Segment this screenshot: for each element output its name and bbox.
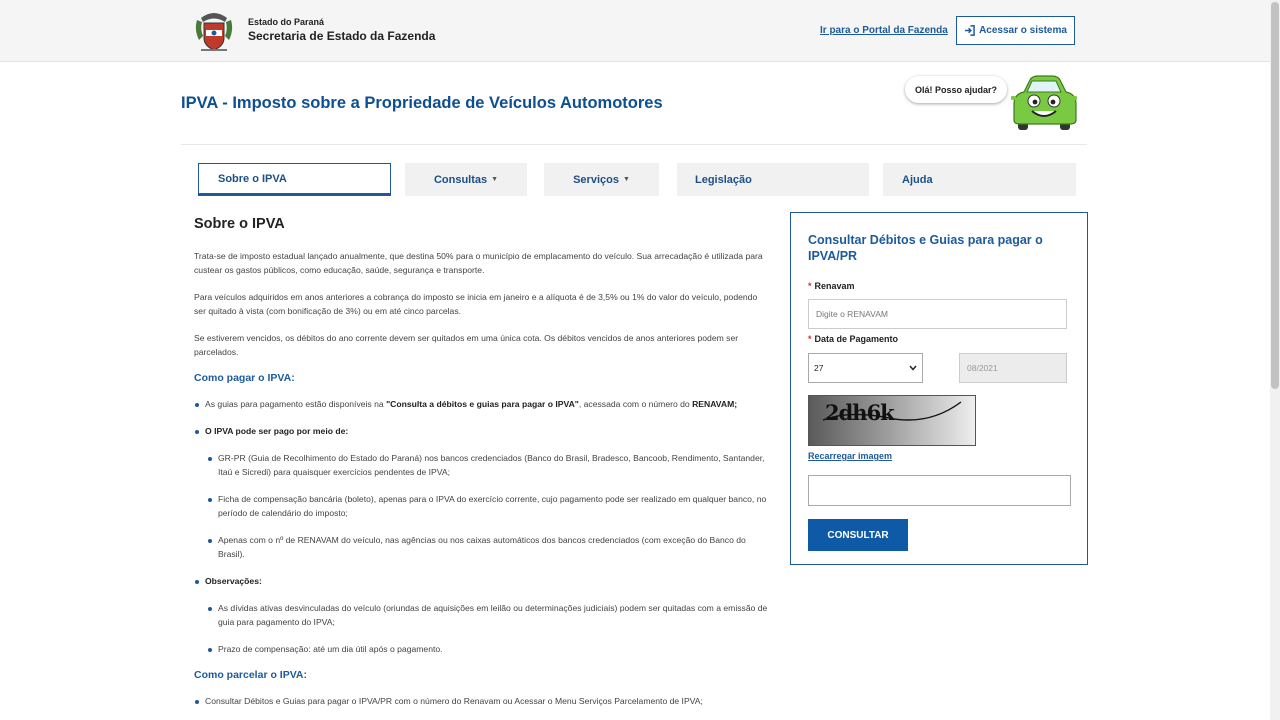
chevron-down-icon: [909, 365, 917, 371]
captcha-input[interactable]: [808, 475, 1071, 506]
section-installments: Como parcelar o IPVA:: [194, 669, 307, 681]
page-title: IPVA - Imposto sobre a Propriedade de Veículos Automotores: [181, 94, 663, 112]
list-item-observation-debts: As dívidas ativas desvinculadas do veículo (oriundas de aquisições em leilão ou determinações judiciais) podem ser quitadas com a emissão de guia para pagamento do IPVA;: [207, 601, 769, 629]
list-item-observations: Observações:: [194, 574, 769, 588]
guides-text-renavam: RENAVAM;: [692, 399, 738, 409]
section-how-to-pay: Como pagar o IPVA:: [194, 372, 295, 384]
tab-sobre-ipva[interactable]: [198, 163, 391, 196]
captcha-text: 2dh6k: [825, 400, 894, 425]
consult-debts-card: [790, 212, 1088, 565]
payment-month-field: [959, 353, 1067, 383]
chevron-down-icon: ▼: [491, 176, 499, 183]
paragraph-vencidos: Se estiverem vencidos, os débitos do ano corrente devem ser quitados em uma única cota. Os débitos vencidos de anos anteriores podem ser parcelados.: [194, 333, 739, 357]
tab-servicos-label: Serviços: [573, 173, 619, 186]
top-header: [0, 0, 1270, 62]
access-system-button[interactable]: [956, 16, 1075, 45]
title-divider: [181, 144, 1087, 145]
scrollbar-thumb[interactable]: [1271, 2, 1279, 389]
card-title: Consultar Débitos e Guias para pagar o IPVA/PR: [808, 233, 1043, 263]
list-item-installments: Consultar Débitos e Guias para pagar o IPVA/PR com o número do Renavam ou Acessar o Menu Serviços Parcelamento de IPVA;: [194, 694, 769, 708]
tab-servicos[interactable]: [544, 163, 659, 196]
tab-consultas[interactable]: [405, 163, 527, 196]
consult-button[interactable]: CONSULTAR: [808, 519, 908, 551]
access-system-label: Acessar o sistema: [979, 25, 1067, 36]
state-name: Estado do Paraná: [248, 17, 325, 27]
car-mascot-icon[interactable]: [1008, 74, 1080, 132]
captcha-image: [808, 395, 976, 446]
sign-in-icon: [964, 25, 975, 36]
secretariat-name: Secretaria de Estado da Fazenda: [248, 29, 436, 43]
required-mark: *: [808, 281, 812, 291]
payment-day-value: 27: [814, 363, 824, 373]
captcha-noise-line: [809, 396, 976, 446]
help-bubble[interactable]: Olá! Posso ajudar?: [905, 76, 1007, 103]
tab-consultas-label: Consultas: [433, 173, 488, 186]
payment-date-label-text: Data de Pagamento: [814, 334, 899, 344]
main-content: [194, 216, 769, 720]
tab-sobre-ipva-label: Sobre o IPVA: [218, 172, 287, 185]
renavam-label-text: Renavam: [814, 281, 855, 291]
tab-ajuda-label: Ajuda: [902, 173, 933, 186]
payment-date-label: [808, 334, 898, 344]
list-item-guides: [194, 397, 769, 411]
paragraph-intro: Trata-se de imposto estadual lançado anualmente, que destina 50% para o município de emplacamento do veículo. Sua arrecadação é utilizada para custear os gastos públicos, como educação, saúde, segurança e transporte.: [194, 251, 763, 275]
renavam-input[interactable]: [808, 299, 1067, 329]
guides-text-pre: As guias para pagamento estão disponíveis na: [205, 399, 387, 409]
paragraph-aliquota: Para veículos adquiridos em anos anteriores a cobrança do imposto se inicia em janeiro e a alíquota é de 3,5% ou 1% do valor do veículo, podendo ser quitado à vista (com bonificação de 3%) ou em até cinco parcelas.: [194, 292, 758, 316]
list-item-payment-means: O IPVA pode ser pago por meio de:: [194, 424, 769, 438]
list-item-payment-boleto: Ficha de compensação bancária (boleto), apenas para o IPVA do exercício corrente, cujo pagamento pode ser realizado em qualquer banco, no período de calendário do imposto;: [207, 492, 769, 520]
tab-legislacao-label: Legislação: [695, 173, 752, 186]
tab-legislacao[interactable]: [677, 163, 869, 196]
reload-captcha-link[interactable]: Recarregar imagem: [808, 451, 893, 461]
list-item-payment-grpr: GR-PR (Guia de Recolhimento do Estado do Paraná) nos bancos credenciados (Banco do Brasil, Bradesco, Bancoob, Rendimento, Santander, Itaú e Sicredi) para quaisquer exercícios pendentes de IPVA;: [207, 451, 769, 479]
renavam-placeholder: Digite o RENAVAM: [816, 309, 888, 319]
list-item-observation-deadline: Prazo de compensação: até um dia útil após o pagamento.: [207, 642, 769, 656]
guides-text-bold: "Consulta a débitos e guias para pagar o IPVA": [386, 399, 579, 409]
payment-month-value: 08/2021: [967, 363, 998, 373]
coat-of-arms-icon: [193, 6, 235, 54]
list-item-payment-renavam: Apenas com o nº de RENAVAM do veículo, nas agências ou nos caixas automáticos dos bancos credenciados (com exceção do Banco do Brasil).: [207, 533, 769, 561]
portal-fazenda-link[interactable]: Ir para o Portal da Fazenda: [820, 25, 948, 36]
required-mark: *: [808, 334, 812, 344]
renavam-label: [808, 281, 855, 291]
tab-ajuda[interactable]: [883, 163, 1076, 196]
chevron-down-icon: ▼: [622, 176, 630, 183]
payment-day-select[interactable]: [808, 353, 923, 383]
guides-text-post: , acessada com o número do: [578, 399, 693, 409]
content-heading: Sobre o IPVA: [194, 216, 285, 232]
organization-name: [248, 17, 435, 43]
